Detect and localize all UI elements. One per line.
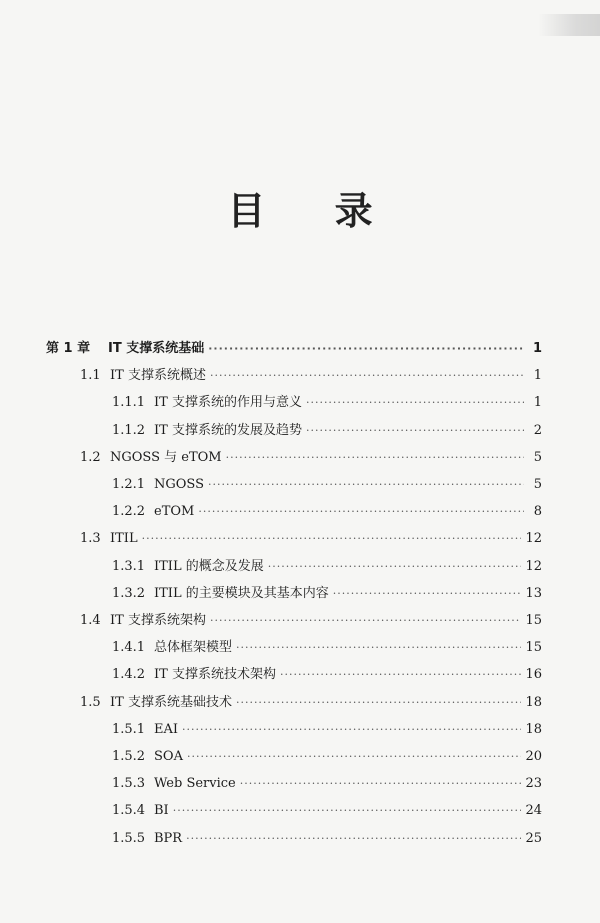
toc-entry[interactable]: [80, 364, 542, 388]
toc-entry[interactable]: [80, 609, 542, 633]
toc-leader-dots: [240, 772, 522, 796]
toc-entry-title: NGOSS 与 eTOM: [110, 449, 222, 465]
toc-leader-dots: [236, 691, 522, 715]
toc-entry[interactable]: [112, 582, 542, 606]
toc-leader-dots: [280, 663, 522, 687]
toc-leader-dots: [208, 337, 524, 361]
toc-entry-number: 1.5.1: [112, 721, 146, 737]
toc-entry-title: IT 支撑系统的发展及趋势: [154, 422, 302, 438]
toc-entry-page-number: 15: [525, 640, 542, 656]
toc-entry-title: IT 支撑系统技术架构: [154, 667, 276, 683]
toc-leader-dots: [306, 391, 524, 415]
toc-entry[interactable]: [80, 527, 542, 551]
toc-entry[interactable]: [112, 500, 542, 524]
toc-entry[interactable]: [112, 799, 542, 823]
toc-entry[interactable]: [112, 636, 542, 660]
toc-entry-number: 1.2.2: [112, 504, 146, 520]
toc-entry-number: 第 1 章: [46, 341, 91, 356]
toc-leader-dots: [182, 718, 521, 742]
toc-entry-title: BPR: [154, 830, 183, 846]
toc-leader-dots: [210, 364, 524, 388]
scan-artifact: [538, 14, 600, 36]
toc-entry[interactable]: [112, 745, 542, 769]
toc-entry-page-number: 1: [532, 341, 542, 356]
toc-leader-dots: [333, 582, 522, 606]
toc-entry-number: 1.4.2: [112, 667, 146, 683]
toc-entry-page-number: 13: [525, 585, 542, 601]
toc-entry-title: Web Service: [154, 776, 236, 792]
toc-entry[interactable]: [112, 663, 542, 687]
toc-entry[interactable]: [112, 555, 542, 579]
toc-entry-number: 1.2: [80, 449, 101, 465]
toc-entry-number: 1.3.1: [112, 558, 146, 574]
toc-entry-page-number: 8: [533, 504, 542, 520]
toc-entry-number: 1.4: [80, 613, 101, 628]
toc-entry-page-number: 16: [525, 667, 542, 683]
toc-entry-number: 1.1.1: [112, 395, 146, 411]
toc-entry[interactable]: [80, 446, 542, 470]
toc-entry-number: 1.5.5: [112, 830, 146, 846]
toc-entry-title: 总体框架模型: [154, 640, 233, 656]
toc-entry-page-number: 5: [533, 449, 542, 465]
toc-entry[interactable]: [46, 337, 542, 361]
toc-leader-dots: [268, 555, 522, 579]
toc-entry-title: EAI: [154, 721, 179, 737]
toc-entry[interactable]: [112, 718, 542, 742]
page-title: 目 录: [227, 188, 401, 233]
toc-leader-dots: [208, 473, 524, 497]
toc-entry[interactable]: [112, 473, 542, 497]
toc-entry-number: 1.5: [80, 694, 101, 710]
toc-entry-number: 1.1.2: [112, 422, 146, 438]
toc-entry-page-number: 24: [525, 803, 542, 819]
toc-leader-dots: [173, 799, 522, 823]
toc-entry-title: SOA: [154, 749, 183, 764]
toc-entry-title: BI: [154, 803, 169, 819]
toc-entry-page-number: 2: [533, 422, 542, 438]
toc-entry-number: 1.2.1: [112, 477, 146, 492]
toc-entry-page-number: 18: [525, 721, 542, 737]
toc-entry-page-number: 1: [533, 395, 542, 411]
toc-entry-page-number: 12: [525, 531, 542, 547]
toc-leader-dots: [226, 446, 524, 470]
toc-entry-title: IT 支撑系统基础技术: [110, 694, 232, 710]
toc-entry-title: IT 支撑系统概述: [110, 368, 206, 384]
toc-entry-page-number: 12: [525, 558, 542, 574]
toc-entry-title: ITIL 的主要模块及其基本内容: [154, 585, 329, 601]
toc-entry-number: 1.3: [80, 531, 101, 547]
toc-entry-page-number: 25: [525, 830, 542, 846]
toc-leader-dots: [210, 609, 522, 633]
toc-leader-dots: [236, 636, 521, 660]
toc-entry[interactable]: [80, 691, 542, 715]
toc-entry-title: eTOM: [154, 504, 195, 520]
toc-entry-title: IT 支撑系统架构: [110, 613, 206, 628]
toc-entry-page-number: 20: [525, 749, 542, 764]
toc-entry[interactable]: [112, 419, 542, 443]
toc-leader-dots: [306, 419, 524, 443]
toc-entry[interactable]: [112, 772, 542, 796]
toc-entry-number: 1.5.2: [112, 749, 146, 764]
toc-entry-title: IT 支撑系统基础: [108, 341, 205, 356]
toc-entry-title: IT 支撑系统的作用与意义: [154, 395, 302, 411]
toc-leader-dots: [186, 827, 521, 851]
toc-entry-title: NGOSS: [154, 477, 205, 492]
toc-entry[interactable]: [112, 391, 542, 415]
toc-entry-page-number: 18: [525, 694, 542, 710]
toc-leader-dots: [187, 745, 522, 769]
toc-leader-dots: [142, 527, 522, 551]
toc-entry-number: 1.4.1: [112, 640, 146, 656]
toc-entry-title: ITIL: [110, 531, 138, 547]
toc-entry-number: 1.1: [80, 368, 101, 384]
toc-leader-dots: [198, 500, 524, 524]
toc-entry-page-number: 1: [533, 368, 542, 384]
toc-entry[interactable]: [112, 827, 542, 851]
toc-entry-number: 1.5.4: [112, 803, 146, 819]
toc-entry-title: ITIL 的概念及发展: [154, 558, 264, 574]
toc-entry-page-number: 15: [525, 613, 542, 628]
toc-entry-page-number: 5: [533, 477, 542, 492]
toc-entry-page-number: 23: [525, 776, 542, 792]
toc-entry-number: 1.5.3: [112, 776, 146, 792]
toc-entry-number: 1.3.2: [112, 585, 146, 601]
